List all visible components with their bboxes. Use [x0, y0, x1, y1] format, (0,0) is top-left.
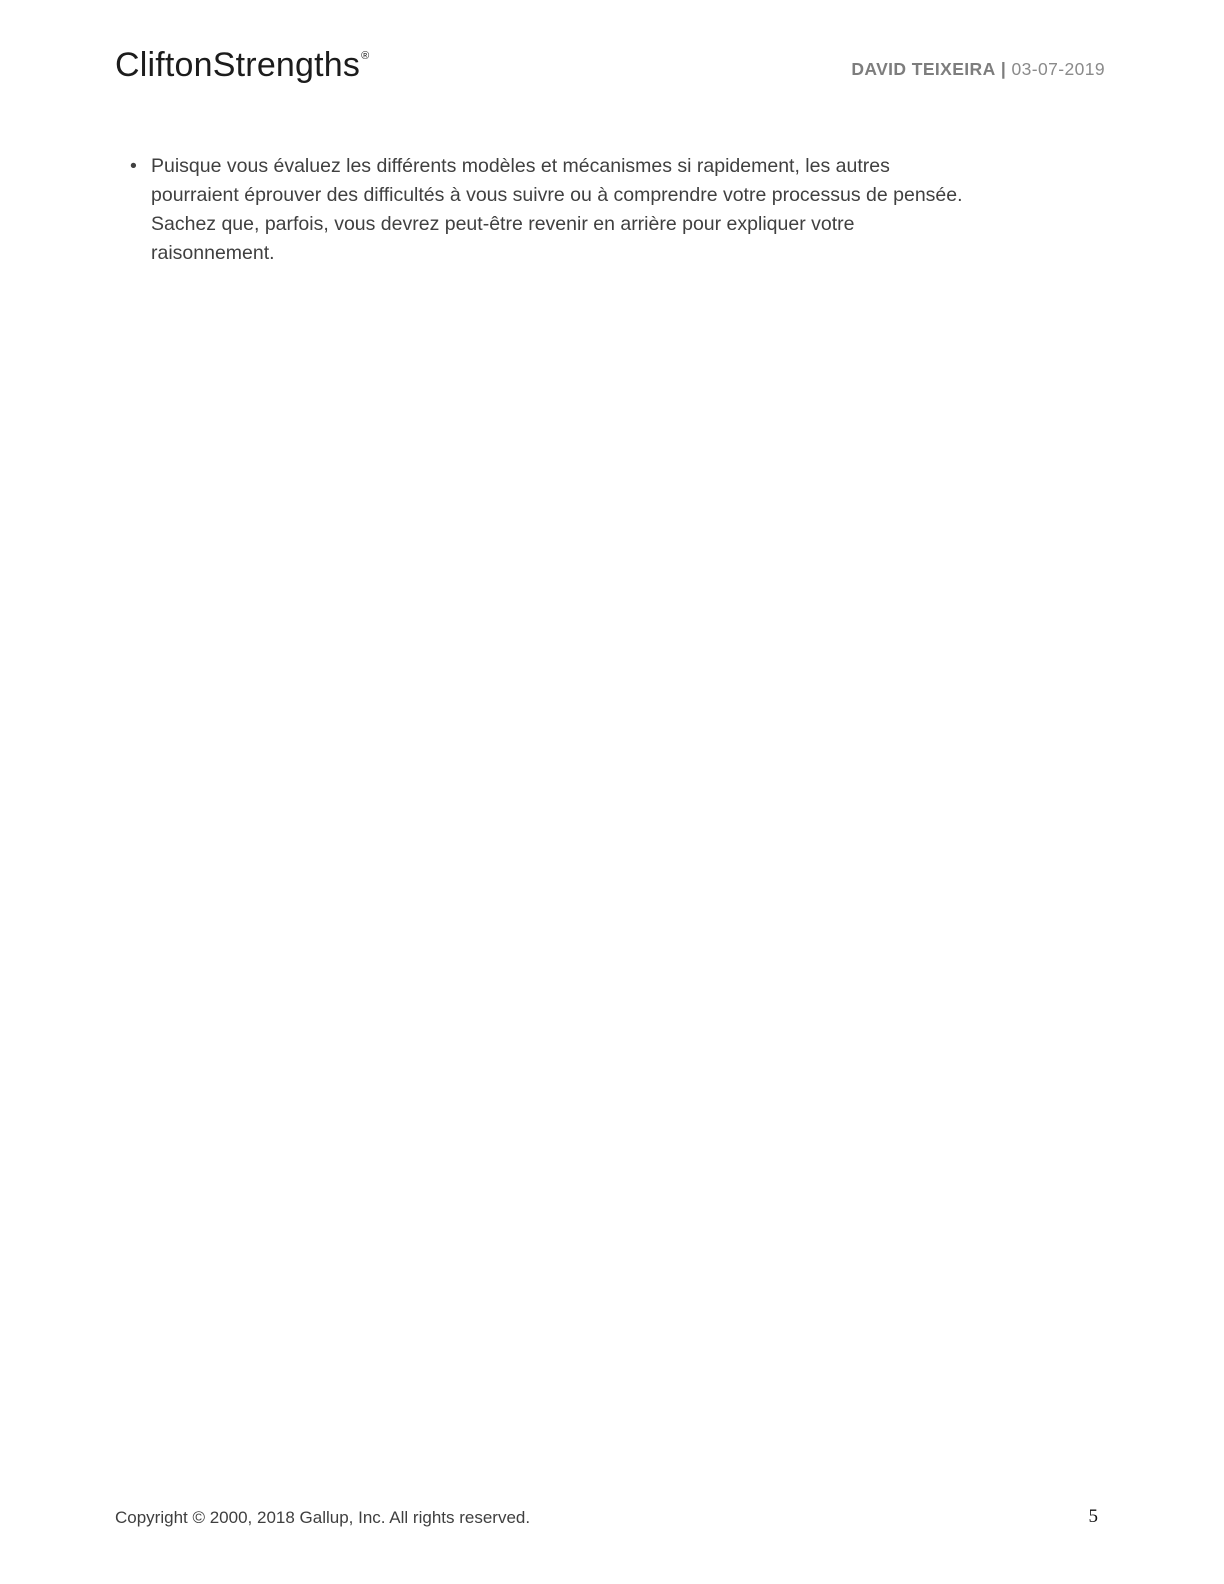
brand-logo-text: CliftonStrengths [115, 46, 361, 84]
page-content [115, 152, 1015, 268]
list-item [115, 152, 1015, 268]
meta-separator: | [1000, 59, 1007, 79]
bullet-marker: • [130, 155, 137, 177]
page-number: 5 [1088, 1506, 1098, 1527]
bullet-text: Puisque vous évaluez les différents modèles et mécanismes si rapidement, les autres pourraient éprouver des difficultés à vous suivre ou à comprendre votre processus de pensée. Sachez que, parfois, vous devrez peut-être revenir en arrière pour expliquer votre raisonnement. [151, 155, 963, 264]
header-meta [851, 59, 1105, 80]
footer-copyright: Copyright © 2000, 2018 Gallup, Inc. All rights reserved. [115, 1508, 531, 1527]
bullet-list [115, 152, 1015, 268]
user-name: DAVID TEIXEIRA [851, 59, 996, 79]
registered-trademark-symbol: ® [361, 50, 370, 62]
report-date: 03-07-2019 [1011, 59, 1105, 79]
brand-logo [115, 46, 368, 85]
